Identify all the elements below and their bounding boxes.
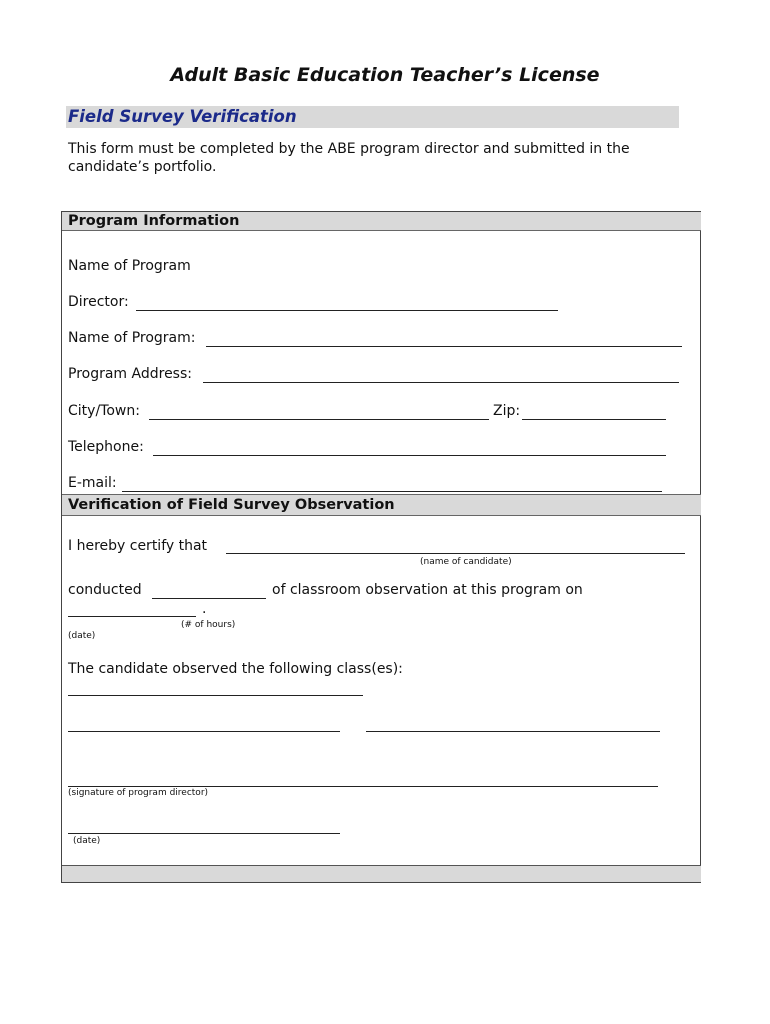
city-label: City/Town: <box>68 403 140 419</box>
hours-field[interactable] <box>152 598 266 599</box>
classes-label: The candidate observed the following class(es): <box>68 661 403 677</box>
verification-header <box>62 494 701 516</box>
name-of-program-field[interactable] <box>206 346 682 347</box>
certify-label: I hereby certify that <box>68 538 208 554</box>
date-caption-2: (date) <box>73 836 101 846</box>
bottom-bar <box>62 865 701 882</box>
director-field[interactable] <box>136 310 558 311</box>
period-text: . <box>202 601 207 617</box>
observation-date-field[interactable] <box>68 616 196 617</box>
zip-field[interactable] <box>522 419 666 420</box>
telephone-field[interactable] <box>153 455 666 456</box>
zip-label: Zip: <box>493 403 521 419</box>
hours-caption: (# of hours) <box>181 620 236 630</box>
date-caption-1: (date) <box>68 631 96 641</box>
name-of-program-heading: Name of Program <box>68 258 191 274</box>
candidate-name-field[interactable] <box>226 553 685 554</box>
telephone-label: Telephone: <box>68 439 144 455</box>
name-of-program-label: Name of Program: <box>68 330 196 346</box>
name-of-candidate-caption: (name of candidate) <box>420 557 512 567</box>
verification-heading: Verification of Field Survey Observation <box>68 497 395 513</box>
signature-date-field[interactable] <box>68 833 340 834</box>
class-field-3[interactable] <box>366 731 660 732</box>
program-info-heading: Program Information <box>68 213 240 229</box>
city-field[interactable] <box>149 419 489 420</box>
email-label: E-mail: <box>68 475 117 491</box>
form-subtitle: Field Survey Verification <box>68 107 297 126</box>
class-field-1[interactable] <box>68 695 363 696</box>
signature-caption: (signature of program director) <box>68 788 209 798</box>
of-classroom-text: of classroom observation at this program on <box>272 582 583 598</box>
signature-field[interactable] <box>68 786 658 787</box>
program-info-header <box>62 212 701 231</box>
program-address-field[interactable] <box>203 382 679 383</box>
director-label: Director: <box>68 294 129 310</box>
conducted-label: conducted <box>68 582 142 598</box>
intro-text: This form must be completed by the ABE program director and submitted in the candidate’s portfolio. <box>68 141 630 175</box>
class-field-2[interactable] <box>68 731 340 732</box>
form-title: Adult Basic Education Teacher’s License <box>170 64 600 86</box>
email-field[interactable] <box>122 491 662 492</box>
program-address-label: Program Address: <box>68 366 192 382</box>
